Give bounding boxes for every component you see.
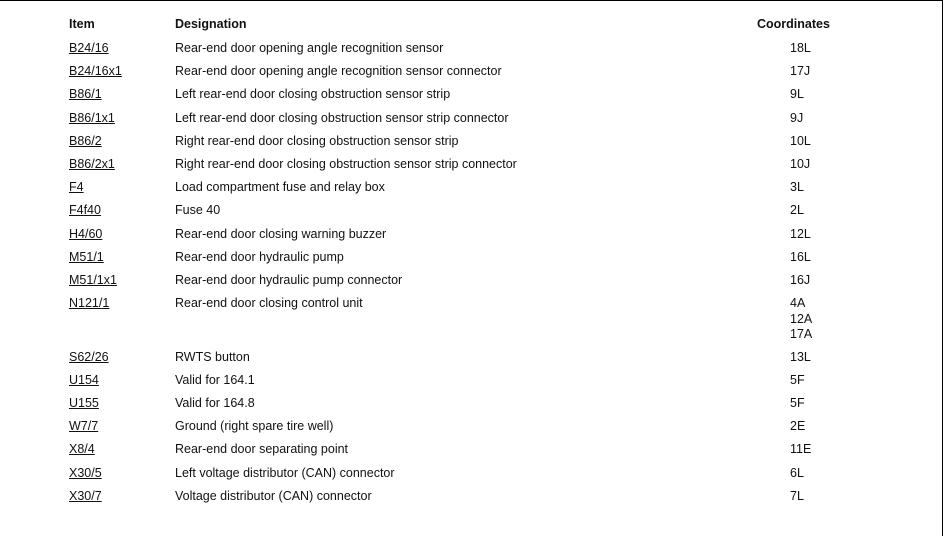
designation-text: Valid for 164.1 bbox=[175, 372, 255, 387]
coordinate-value: 7L bbox=[790, 488, 804, 503]
table-row bbox=[0, 134, 944, 157]
item-link[interactable]: B86/1 bbox=[69, 87, 102, 102]
table-row bbox=[0, 227, 944, 250]
item-link[interactable]: F4 bbox=[69, 180, 84, 195]
coordinates-cell bbox=[790, 466, 804, 482]
table-row bbox=[0, 489, 944, 512]
designation-text: Rear-end door hydraulic pump bbox=[175, 249, 344, 264]
designation-text: Voltage distributor (CAN) connector bbox=[175, 488, 372, 503]
coordinate-value: 17A bbox=[790, 327, 813, 342]
coordinate-value: 10L bbox=[790, 133, 811, 148]
header-designation: Designation bbox=[175, 17, 247, 31]
coordinate-value: 10J bbox=[790, 156, 811, 171]
item-link[interactable]: F4f40 bbox=[69, 203, 101, 218]
coordinate-value: 18L bbox=[790, 41, 811, 55]
designation-text: Rear-end door separating point bbox=[175, 442, 349, 457]
item-link[interactable]: S62/26 bbox=[69, 349, 109, 364]
coordinates-cell bbox=[790, 157, 810, 173]
table-row bbox=[0, 111, 944, 134]
designation-text: Rear-end door closing control unit bbox=[175, 296, 363, 311]
coordinates-cell bbox=[790, 250, 811, 266]
coordinate-value: 5F bbox=[790, 372, 805, 387]
item-link[interactable]: X30/5 bbox=[69, 465, 102, 480]
table-row bbox=[0, 350, 944, 373]
table-row bbox=[0, 373, 944, 396]
table-row bbox=[0, 250, 944, 273]
coordinates-cell bbox=[790, 442, 811, 458]
coordinate-value: 9J bbox=[790, 110, 804, 125]
coordinate-value: 6L bbox=[790, 465, 804, 480]
coordinate-value: 3L bbox=[790, 180, 804, 195]
designation-text: Rear-end door closing warning buzzer bbox=[175, 226, 387, 241]
coordinate-value: 16J bbox=[790, 272, 811, 287]
item-link[interactable]: B24/16x1 bbox=[69, 64, 122, 79]
coordinate-value: 12L bbox=[790, 226, 811, 241]
item-link[interactable]: M51/1x1 bbox=[69, 272, 117, 287]
table-row bbox=[0, 64, 944, 87]
item-link[interactable]: H4/60 bbox=[69, 226, 103, 241]
designation-text: Fuse 40 bbox=[175, 203, 221, 218]
designation-text: Left rear-end door closing obstruction sensor strip connector bbox=[175, 110, 509, 125]
table-row bbox=[0, 203, 944, 226]
coordinates-cell bbox=[790, 134, 811, 150]
item-link[interactable]: X30/7 bbox=[69, 488, 102, 503]
coordinate-value: 2E bbox=[790, 419, 806, 434]
coordinates-cell bbox=[790, 373, 805, 389]
item-link[interactable]: W7/7 bbox=[69, 419, 99, 434]
designation-text: Load compartment fuse and relay box bbox=[175, 180, 385, 195]
item-link[interactable]: X8/4 bbox=[69, 442, 95, 457]
item-link[interactable]: U154 bbox=[69, 372, 99, 387]
table-row bbox=[0, 180, 944, 203]
table-row bbox=[0, 396, 944, 419]
designation-text: Ground (right spare tire well) bbox=[175, 419, 334, 434]
coordinates-cell bbox=[790, 227, 811, 243]
coordinates-cell bbox=[790, 350, 811, 366]
designation-text: Right rear-end door closing obstruction sensor strip connector bbox=[175, 156, 517, 171]
table-row bbox=[0, 273, 944, 296]
designation-text: Rear-end door opening angle recognition sensor connector bbox=[175, 64, 502, 79]
item-link[interactable]: B86/2x1 bbox=[69, 156, 115, 171]
coordinates-cell bbox=[790, 273, 810, 289]
coordinate-value: 2L bbox=[790, 203, 804, 218]
coordinates-cell bbox=[790, 180, 804, 196]
item-link[interactable]: B86/1x1 bbox=[69, 110, 115, 125]
coordinates-cell bbox=[790, 87, 804, 103]
item-link[interactable]: M51/1 bbox=[69, 249, 104, 264]
coordinates-cell bbox=[790, 396, 805, 412]
designation-text: Left rear-end door closing obstruction sensor strip bbox=[175, 87, 451, 102]
item-link[interactable]: U155 bbox=[69, 395, 99, 410]
coordinates-cell bbox=[790, 111, 803, 127]
table-row bbox=[0, 296, 944, 350]
table-row bbox=[0, 442, 944, 465]
table-row bbox=[0, 157, 944, 180]
coordinate-value: 11E bbox=[790, 442, 812, 457]
legend-table bbox=[0, 41, 944, 512]
table-row bbox=[0, 87, 944, 110]
table-row bbox=[0, 419, 944, 442]
item-link[interactable]: B86/2 bbox=[69, 133, 102, 148]
coordinates-cell bbox=[790, 489, 804, 505]
table-row bbox=[0, 41, 944, 64]
designation-text: Valid for 164.8 bbox=[175, 395, 255, 410]
coordinate-value: 13L bbox=[790, 349, 811, 364]
designation-text: Left voltage distributor (CAN) connector bbox=[175, 465, 395, 480]
designation-text: Rear-end door hydraulic pump connector bbox=[175, 272, 403, 287]
designation-text: Rear-end door opening angle recognition sensor bbox=[175, 41, 444, 55]
designation-text: RWTS button bbox=[175, 349, 250, 364]
coordinate-value: 17J bbox=[790, 64, 811, 79]
item-link[interactable]: N121/1 bbox=[69, 296, 110, 311]
designation-text: Right rear-end door closing obstruction sensor strip bbox=[175, 133, 459, 148]
table-row bbox=[0, 466, 944, 489]
coordinates-cell bbox=[790, 41, 811, 57]
coordinate-value: 12A bbox=[790, 311, 813, 326]
item-link[interactable]: B24/16 bbox=[69, 41, 109, 55]
coordinate-value: 9L bbox=[790, 87, 804, 102]
header-coordinates: Coordinates bbox=[757, 17, 830, 31]
coordinate-value: 4A bbox=[790, 296, 806, 311]
coordinate-value: 16L bbox=[790, 249, 811, 264]
coordinates-cell bbox=[790, 203, 804, 219]
coordinates-cell bbox=[790, 419, 805, 435]
coordinates-cell bbox=[790, 296, 812, 343]
header-item: Item bbox=[69, 17, 95, 31]
coordinate-value: 5F bbox=[790, 395, 805, 410]
coordinates-cell bbox=[790, 64, 810, 80]
